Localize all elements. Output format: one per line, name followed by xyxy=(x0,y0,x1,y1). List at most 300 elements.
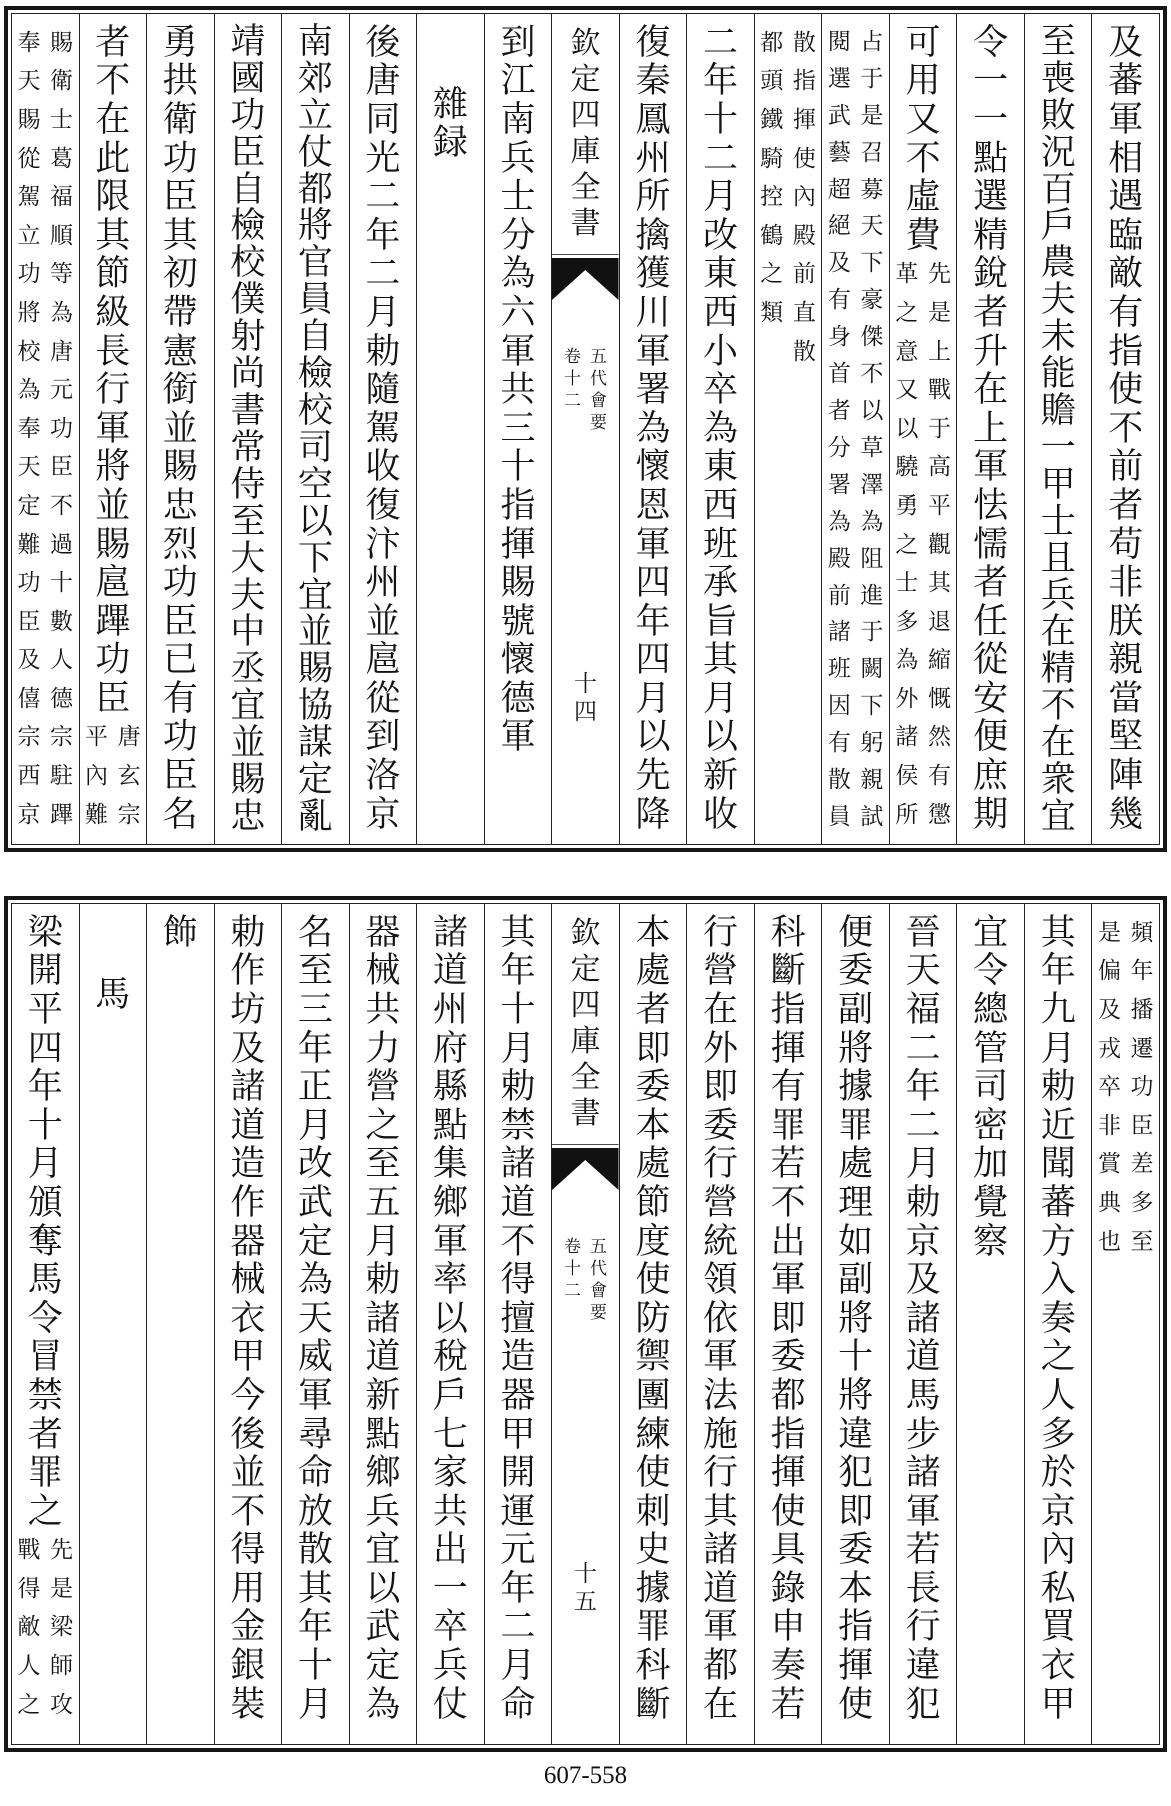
glyph: 裝 xyxy=(230,1684,266,1725)
glyph: 之 xyxy=(895,299,919,326)
glyph: 衆 xyxy=(1040,760,1076,801)
glyph: 都 xyxy=(297,169,333,210)
glyph: 全 xyxy=(570,1060,601,1095)
glyph: 之 xyxy=(27,1491,63,1532)
main-text xyxy=(890,914,957,1724)
glyph: 京 xyxy=(1040,1491,1076,1532)
glyph: 在 xyxy=(95,99,131,140)
glyph: 賜 xyxy=(162,447,198,488)
glyph: 月 xyxy=(703,177,739,218)
glyph: 以 xyxy=(703,717,739,758)
glyph: 作 xyxy=(230,1182,266,1223)
glyph: 委 xyxy=(635,1067,671,1108)
glyph: 身 xyxy=(827,324,851,351)
glyph: 道 xyxy=(703,1568,739,1609)
glyph: 募 xyxy=(860,176,884,203)
glyph: 行 xyxy=(905,1607,941,1648)
glyph: 五 xyxy=(589,1236,607,1257)
glyph: 至 xyxy=(365,1144,401,1185)
glyph: 力 xyxy=(365,1028,401,1069)
glyph: 代 xyxy=(589,368,607,389)
glyph: 頻 xyxy=(1130,919,1154,946)
main-text xyxy=(957,24,1024,834)
glyph: 天 xyxy=(905,951,941,992)
glyph: 已 xyxy=(162,640,198,681)
glyph: 西 xyxy=(703,292,739,333)
glyph: 出 xyxy=(770,1221,806,1262)
glyph: 正 xyxy=(297,1067,333,1108)
juan-number xyxy=(561,1236,583,1324)
glyph: 先 xyxy=(50,1537,74,1564)
glyph: 懦 xyxy=(973,524,1009,565)
glyph: 初 xyxy=(162,254,198,295)
glyph: 定 xyxy=(17,492,41,519)
glyph: 營 xyxy=(703,951,739,992)
glyph: 臨 xyxy=(1108,215,1144,256)
glyph: 頭 xyxy=(760,68,784,95)
glyph: 類 xyxy=(760,299,784,326)
glyph: 駐 xyxy=(50,763,74,790)
glyph: 二 xyxy=(905,1028,941,1069)
glyph: 在 xyxy=(703,989,739,1030)
glyph: 使 xyxy=(1108,370,1144,411)
glyph: 者 xyxy=(973,292,1009,333)
glyph: 典 xyxy=(1097,1189,1121,1216)
glyph: 卷 xyxy=(563,1236,581,1257)
glyph: 定 xyxy=(570,952,601,987)
glyph: 諸 xyxy=(365,1298,401,1339)
glyph: 四 xyxy=(635,563,671,604)
glyph: 軍 xyxy=(500,331,536,372)
main-text xyxy=(282,914,349,1724)
glyph: 尚 xyxy=(230,354,266,395)
interlinear-note xyxy=(890,256,957,835)
glyph: 先 xyxy=(927,261,951,288)
glyph: 夫 xyxy=(230,575,266,616)
note-column xyxy=(12,14,80,844)
glyph: 用 xyxy=(230,1568,266,1609)
main-text xyxy=(485,914,552,1724)
text-column xyxy=(485,14,553,844)
glyph: 馬 xyxy=(95,974,131,1015)
glyph: 及 xyxy=(905,1260,941,1301)
glyph: 十 xyxy=(573,670,597,697)
glyph: 州 xyxy=(432,989,468,1030)
glyph: 為 xyxy=(703,408,739,449)
glyph: 罪 xyxy=(635,1607,671,1648)
glyph: 諸 xyxy=(703,1530,739,1571)
glyph: 勅 xyxy=(1040,1067,1076,1108)
glyph: 兵 xyxy=(500,138,536,179)
glyph: 年 xyxy=(1130,958,1154,985)
glyph: 高 xyxy=(927,454,951,481)
glyph: 班 xyxy=(703,524,739,565)
glyph: 防 xyxy=(635,1298,671,1339)
glyph: 多 xyxy=(1040,1414,1076,1455)
glyph: 道 xyxy=(365,1337,401,1378)
glyph: 並 xyxy=(365,601,401,642)
glyph: 犯 xyxy=(905,1684,941,1725)
main-text xyxy=(1092,24,1159,834)
glyph: 禁 xyxy=(500,1105,536,1146)
glyph: 平 xyxy=(84,724,108,751)
glyph: 上 xyxy=(927,338,951,365)
text-column xyxy=(1025,14,1093,844)
glyph: 功 xyxy=(17,261,41,288)
glyph: 傑 xyxy=(860,324,884,351)
glyph: 多 xyxy=(895,608,919,635)
glyph: 臣 xyxy=(162,177,198,218)
glyph: 及 xyxy=(230,1028,266,1069)
glyph: 坊 xyxy=(230,989,266,1030)
glyph: 不 xyxy=(230,1491,266,1532)
glyph: 之 xyxy=(365,1105,401,1146)
glyph: 之 xyxy=(17,1691,41,1718)
glyph: 月 xyxy=(635,678,671,719)
glyph: 官 xyxy=(297,243,333,284)
glyph: 將 xyxy=(838,1298,874,1339)
glyph: 十 xyxy=(573,1560,597,1587)
glyph: 戶 xyxy=(1040,206,1076,247)
glyph: 奉 xyxy=(17,415,41,442)
glyph: 二 xyxy=(365,177,401,218)
glyph: 常 xyxy=(230,427,266,468)
glyph: 從 xyxy=(973,640,1009,681)
glyph: 德 xyxy=(50,685,74,712)
interlinear-note xyxy=(755,24,822,371)
glyph: 將 xyxy=(838,1028,874,1069)
glyph: 改 xyxy=(297,1144,333,1185)
glyph: 分 xyxy=(827,434,851,461)
glyph: 鶴 xyxy=(760,222,784,249)
note-line-left xyxy=(892,256,923,835)
glyph: 者 xyxy=(27,1414,63,1455)
glyph: 校 xyxy=(297,391,333,432)
glyph: 梁 xyxy=(50,1614,74,1641)
text-column xyxy=(620,14,688,844)
glyph: 下 xyxy=(860,693,884,720)
note-line-left xyxy=(14,24,45,834)
glyph: 本 xyxy=(838,1568,874,1609)
glyph: 並 xyxy=(162,408,198,449)
glyph: 步 xyxy=(905,1414,941,1455)
glyph: 升 xyxy=(973,331,1009,372)
glyph: 安 xyxy=(973,678,1009,719)
glyph: 駕 xyxy=(365,408,401,449)
juan-number xyxy=(561,346,583,434)
glyph: 是 xyxy=(1097,919,1121,946)
glyph: 在 xyxy=(973,370,1009,411)
glyph: 月 xyxy=(297,1105,333,1146)
glyph: 都 xyxy=(760,29,784,56)
glyph: 精 xyxy=(1040,649,1076,690)
glyph: 其 xyxy=(927,570,951,597)
glyph: 數 xyxy=(50,608,74,635)
glyph: 月 xyxy=(500,1646,536,1687)
main-text xyxy=(417,914,484,1724)
leaf-number xyxy=(552,670,619,726)
main-text xyxy=(755,914,822,1724)
glyph: 有 xyxy=(1108,292,1144,333)
text-column xyxy=(350,14,418,844)
text-column xyxy=(485,904,553,1744)
glyph: 使 xyxy=(792,145,816,172)
glyph: 之 xyxy=(1040,1337,1076,1378)
bottom-leaf-columns xyxy=(11,903,1160,1745)
collection-title xyxy=(552,916,619,1132)
glyph: 首 xyxy=(827,361,851,388)
glyph: 銜 xyxy=(162,370,198,411)
glyph: 金 xyxy=(230,1607,266,1648)
glyph: 本 xyxy=(635,912,671,953)
glyph: 下 xyxy=(297,538,333,579)
main-text xyxy=(215,21,282,837)
glyph: 懲 xyxy=(927,801,951,828)
glyph: 史 xyxy=(635,1530,671,1571)
glyph: 丞 xyxy=(230,649,266,690)
glyph: 農 xyxy=(1040,243,1076,284)
glyph: 播 xyxy=(1130,996,1154,1023)
glyph: 是 xyxy=(860,102,884,129)
glyph: 出 xyxy=(432,1530,468,1571)
glyph: 秦 xyxy=(635,61,671,102)
section-heading xyxy=(80,976,147,1015)
glyph: 其 xyxy=(703,640,739,681)
glyph: 書 xyxy=(230,391,266,432)
glyph: 令 xyxy=(973,22,1009,63)
glyph: 團 xyxy=(635,1375,671,1416)
note-line-left xyxy=(824,24,855,836)
glyph: 違 xyxy=(838,1414,874,1455)
glyph: 道 xyxy=(905,1337,941,1378)
glyph: 十 xyxy=(500,447,536,488)
glyph: 檢 xyxy=(230,206,266,247)
glyph: 年 xyxy=(297,1607,333,1648)
glyph: 三 xyxy=(500,408,536,449)
glyph: 年 xyxy=(500,951,536,992)
glyph: 功 xyxy=(95,640,131,681)
glyph: 賜 xyxy=(297,649,333,690)
glyph: 至 xyxy=(1040,21,1076,62)
glyph: 扈 xyxy=(95,563,131,604)
glyph: 卒 xyxy=(703,370,739,411)
glyph: 名 xyxy=(162,794,198,835)
text-column xyxy=(215,904,283,1744)
glyph: 一 xyxy=(432,1568,468,1609)
glyph: 將 xyxy=(838,1375,874,1416)
glyph: 蕃 xyxy=(1040,1182,1076,1223)
glyph: 況 xyxy=(1040,132,1076,173)
glyph: 藝 xyxy=(827,139,851,166)
glyph: 奏 xyxy=(770,1646,806,1687)
fold-note xyxy=(552,346,619,434)
glyph: 憲 xyxy=(162,331,198,372)
glyph: 遷 xyxy=(1130,1035,1154,1062)
glyph: 要 xyxy=(589,412,607,433)
glyph: 為 xyxy=(17,377,41,404)
glyph: 率 xyxy=(432,1260,468,1301)
glyph: 節 xyxy=(635,1182,671,1223)
glyph: 臣 xyxy=(50,454,74,481)
main-text xyxy=(80,24,147,719)
glyph: 會 xyxy=(589,1280,607,1301)
glyph: 非 xyxy=(1108,563,1144,604)
glyph: 不 xyxy=(1040,686,1076,727)
glyph: 委 xyxy=(703,1105,739,1146)
glyph: 為 xyxy=(50,299,74,326)
glyph: 晉 xyxy=(905,912,941,953)
glyph: 者 xyxy=(973,563,1009,604)
glyph: 總 xyxy=(973,989,1009,1030)
note-column xyxy=(822,14,890,844)
glyph: 天 xyxy=(17,68,41,95)
note-line-right xyxy=(924,256,955,835)
glyph: 揮 xyxy=(792,106,816,133)
glyph: 司 xyxy=(973,1067,1009,1108)
main-text xyxy=(620,914,687,1724)
glyph: 員 xyxy=(827,803,851,830)
note-line-left xyxy=(81,719,112,835)
glyph: 兵 xyxy=(432,1646,468,1687)
glyph: 前 xyxy=(827,582,851,609)
glyph: 侯 xyxy=(895,763,919,790)
glyph: 委 xyxy=(838,1530,874,1571)
text-column xyxy=(282,904,350,1744)
glyph: 唐 xyxy=(50,338,74,365)
glyph: 躬 xyxy=(860,730,884,757)
glyph: 以 xyxy=(432,1298,468,1339)
glyph: 功 xyxy=(162,717,198,758)
glyph: 功 xyxy=(1130,1074,1154,1101)
glyph: 四 xyxy=(573,698,597,725)
glyph: 定 xyxy=(297,760,333,801)
interlinear-note xyxy=(80,719,147,835)
glyph: 士 xyxy=(50,106,74,133)
glyph: 其 xyxy=(297,1568,333,1609)
glyph: 月 xyxy=(703,678,739,719)
glyph: 指 xyxy=(770,1414,806,1455)
note-line-left xyxy=(14,1532,45,1725)
glyph: 營 xyxy=(703,1182,739,1223)
glyph: 復 xyxy=(635,22,671,63)
glyph: 難 xyxy=(84,801,108,828)
glyph: 天 xyxy=(860,213,884,240)
glyph: 散 xyxy=(792,338,816,365)
glyph: 定 xyxy=(297,1221,333,1262)
glyph: 並 xyxy=(95,485,131,526)
glyph: 及 xyxy=(827,250,851,277)
glyph: 國 xyxy=(230,58,266,99)
glyph: 月 xyxy=(500,1028,536,1069)
glyph: 幾 xyxy=(1108,794,1144,835)
glyph: 懷 xyxy=(635,447,671,488)
glyph: 道 xyxy=(432,951,468,992)
glyph: 年 xyxy=(905,1067,941,1108)
section-heading-column xyxy=(80,904,148,1744)
glyph: 是 xyxy=(50,1575,74,1602)
interlinear-note xyxy=(1092,914,1159,1261)
glyph: 元 xyxy=(500,1530,536,1571)
glyph: 敵 xyxy=(1108,254,1144,295)
glyph: 然 xyxy=(927,724,951,751)
glyph: 十 xyxy=(297,1646,333,1687)
glyph: 及 xyxy=(1108,22,1144,63)
glyph: 戶 xyxy=(432,1375,468,1416)
glyph: 功 xyxy=(162,563,198,604)
note-line-right xyxy=(857,24,888,836)
glyph: 二 xyxy=(500,1607,536,1648)
glyph: 唐 xyxy=(365,61,401,102)
glyph: 指 xyxy=(500,485,536,526)
glyph: 具 xyxy=(770,1530,806,1571)
glyph: 費 xyxy=(905,215,941,256)
glyph: 九 xyxy=(1040,989,1076,1030)
glyph: 于 xyxy=(927,415,951,442)
glyph: 功 xyxy=(17,570,41,597)
glyph: 葛 xyxy=(50,145,74,172)
center-fold xyxy=(552,14,620,844)
glyph: 占 xyxy=(860,28,884,55)
glyph: 器 xyxy=(365,912,401,953)
glyph: 得 xyxy=(500,1260,536,1301)
fishtail-mark-icon xyxy=(552,254,619,300)
glyph: 內 xyxy=(792,184,816,211)
glyph: 前 xyxy=(1108,447,1144,488)
glyph: 德 xyxy=(500,678,536,719)
glyph: 福 xyxy=(50,184,74,211)
glyph: 東 xyxy=(703,254,739,295)
glyph: 如 xyxy=(838,1221,874,1262)
glyph: 忠 xyxy=(230,796,266,837)
glyph: 平 xyxy=(27,989,63,1030)
glyph: 宜 xyxy=(1040,796,1076,837)
glyph: 申 xyxy=(770,1607,806,1648)
text-column xyxy=(1092,14,1159,844)
glyph: 平 xyxy=(927,492,951,519)
glyph: 殿 xyxy=(792,222,816,249)
glyph: 軍 xyxy=(770,1260,806,1301)
glyph: 元 xyxy=(50,377,74,404)
main-text xyxy=(890,24,957,256)
glyph: 十 xyxy=(563,368,581,389)
glyph: 都 xyxy=(770,1375,806,1416)
interlinear-note xyxy=(822,24,889,836)
glyph: 得 xyxy=(17,1575,41,1602)
glyph: 內 xyxy=(84,763,108,790)
glyph: 不 xyxy=(95,61,131,102)
glyph: 家 xyxy=(432,1453,468,1494)
glyph: 功 xyxy=(50,415,74,442)
glyph: 兵 xyxy=(1040,575,1076,616)
glyph: 士 xyxy=(500,177,536,218)
glyph: 空 xyxy=(297,464,333,505)
glyph: 道 xyxy=(500,1182,536,1223)
glyph: 在 xyxy=(1040,723,1076,764)
glyph: 自 xyxy=(297,317,333,358)
glyph: 京 xyxy=(365,794,401,835)
glyph: 不 xyxy=(860,361,884,388)
glyph: 改 xyxy=(703,215,739,256)
glyph: 所 xyxy=(895,801,919,828)
glyph: 朕 xyxy=(1108,601,1144,642)
glyph: 校 xyxy=(230,243,266,284)
note-line-right xyxy=(1127,914,1158,1261)
glyph: 擒 xyxy=(635,215,671,256)
glyph: 諸 xyxy=(895,724,919,751)
glyph: 觀 xyxy=(927,531,951,558)
glyph: 行 xyxy=(95,370,131,411)
glyph: 贍 xyxy=(1040,391,1076,432)
